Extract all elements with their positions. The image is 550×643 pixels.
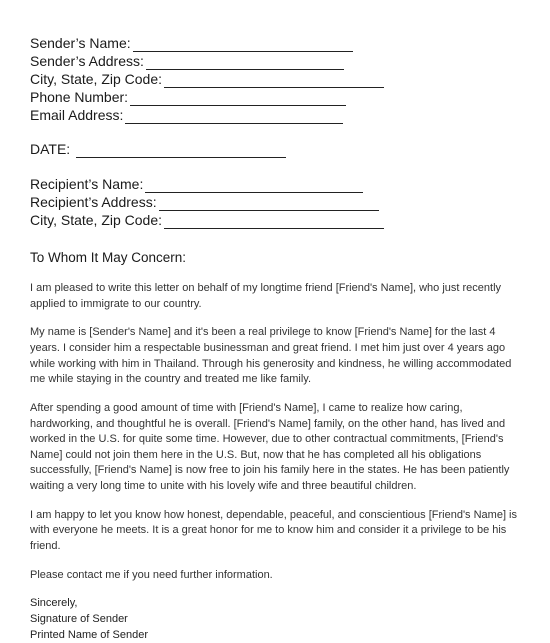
sender-email-line — [125, 111, 343, 124]
recipient-name-field — [30, 175, 532, 193]
recipient-city-label: City, State, Zip Code: — [30, 212, 163, 228]
closing-printed-name: Printed Name of Sender — [30, 628, 149, 641]
sender-address-label: Sender’s Address: — [30, 53, 144, 69]
recipient-address-line — [159, 198, 379, 211]
sender-phone-label: Phone Number: — [30, 89, 129, 105]
sender-phone-line — [130, 93, 346, 106]
sender-city-label: City, State, Zip Code: — [30, 71, 163, 87]
sender-name-line — [133, 39, 353, 52]
body-paragraph-2: My name is [Sender's Name] and it's been a real privilege to know [Friend's Name] for the last 4 years. I consider him a respectable businessman and great friend. I met him just over 4 years ago while working with him in Thailand. Through his generosity and kindness, he willing accommodated me while staying in the country and treated me like family. — [30, 326, 512, 386]
body-paragraph-3: After spending a good amount of time with [Friend's Name], I came to realize how caring, hardworking, and thoughtful he is overall. [Friend's Name] family, on the other hand, has lived and worked in the U.S. for quite some time. However, due to other contractual commitments, [Friend's Name] could not join them here in the U.S. But, now that he has completed all his obligations successfully, [Friend's Name] is now free to join his family here in the states. He has been patiently waiting a very long time to unite with his lovely wife and three beautiful children. — [30, 401, 510, 492]
sender-phone-field — [30, 88, 532, 106]
body-paragraph-5: Please contact me if you need further information. — [30, 568, 273, 581]
date-label: DATE: — [30, 141, 71, 157]
recipient-city-line — [164, 216, 384, 229]
recipient-name-label: Recipient’s Name: — [30, 176, 144, 192]
sender-name-field — [30, 34, 532, 52]
salutation: To Whom It May Concern: — [30, 250, 187, 265]
sender-city-field — [30, 70, 532, 88]
sender-address-line — [146, 57, 344, 70]
recipient-address-label: Recipient’s Address: — [30, 194, 157, 210]
closing-signature: Signature of Sender — [30, 613, 128, 626]
date-field — [30, 140, 532, 158]
body-paragraph-4: I am happy to let you know how honest, dependable, peaceful, and conscientious [Friend's Name] is with everyone he meets. It is a great honor for me to know him and consider it a privilege to be his friend. — [30, 508, 518, 552]
body-paragraph-1: I am pleased to write this letter on behalf of my longtime friend [Friend's Name], who just recently applied to immigrate to our country. — [30, 282, 502, 310]
sender-city-line — [164, 75, 384, 88]
sender-email-label: Email Address: — [30, 107, 124, 123]
closing-sincerely: Sincerely, — [30, 597, 78, 610]
sender-name-label: Sender’s Name: — [30, 35, 131, 51]
sender-email-field — [30, 106, 532, 124]
recipient-name-line — [145, 180, 363, 193]
recipient-address-field — [30, 193, 532, 211]
closing-block — [30, 596, 532, 643]
sender-address-field — [30, 52, 532, 70]
recipient-city-field — [30, 211, 532, 229]
date-line — [76, 145, 286, 158]
